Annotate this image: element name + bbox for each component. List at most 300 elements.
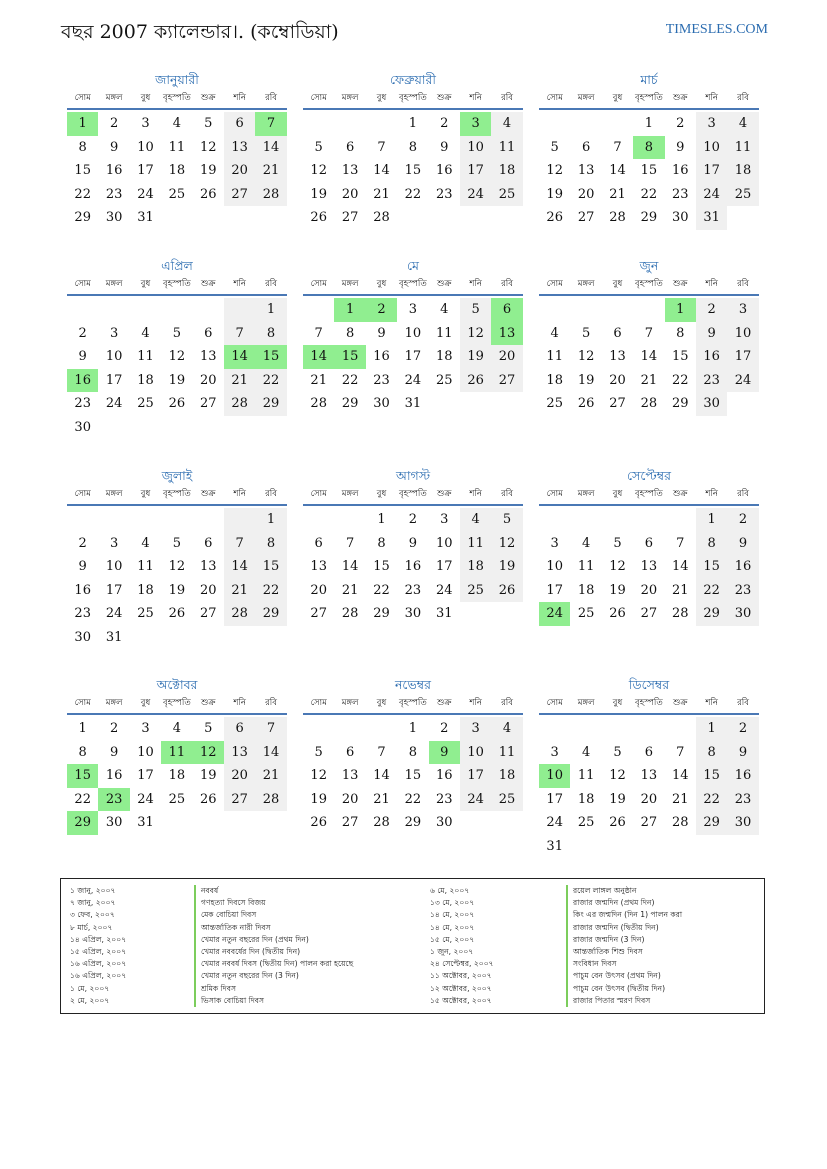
calendar-day: 14 xyxy=(373,768,390,784)
calendar-day: 17 xyxy=(404,349,422,365)
calendar-day: 8 xyxy=(345,325,355,341)
calendar-day: 23 xyxy=(671,186,689,202)
calendar-day: 21 xyxy=(255,159,286,183)
calendar-day-empty xyxy=(460,206,491,230)
calendar-day: 4 xyxy=(172,721,181,736)
month-calendar xyxy=(67,256,287,440)
calendar-day-empty xyxy=(727,206,758,230)
calendar-day: 1 xyxy=(408,116,417,131)
calendar-day: 19 xyxy=(168,372,186,388)
weekday-label: বুধ xyxy=(376,279,387,289)
calendar-day: 6 xyxy=(314,535,323,551)
weekday-label: শনি xyxy=(233,698,246,708)
holiday-date: ১৫ এপ্রিল, ২০০৭ xyxy=(70,946,127,956)
calendar-day: 16 xyxy=(373,349,390,365)
calendar-day: 3 xyxy=(460,112,491,136)
calendar-day: 23 xyxy=(373,372,390,388)
weekday-label: রবি xyxy=(265,279,277,289)
weekday-label: মঙ্গল xyxy=(577,698,595,708)
calendar-day: 25 xyxy=(460,579,491,603)
calendar-day: 6 xyxy=(224,717,255,741)
month-name: আগস্ট xyxy=(395,468,431,483)
calendar-day: 22 xyxy=(255,579,286,603)
calendar-day: 3 xyxy=(141,116,150,131)
weekday-label: শনি xyxy=(705,698,718,708)
day-grid xyxy=(539,298,759,416)
calendar-day-empty xyxy=(334,112,365,136)
calendar-day: 28 xyxy=(609,210,626,226)
calendar-day: 2 xyxy=(727,717,758,741)
calendar-day: 15 xyxy=(404,163,422,179)
weekday-label: শনি xyxy=(469,489,482,499)
calendar-day: 14 xyxy=(640,349,658,365)
calendar-day: 9 xyxy=(429,741,460,765)
calendar-day: 14 xyxy=(671,559,689,575)
calendar-day: 2 xyxy=(366,298,397,322)
calendar-day: 20 xyxy=(640,791,658,807)
calendar-day: 4 xyxy=(172,116,181,131)
calendar-day: 10 xyxy=(404,325,422,341)
calendar-day: 16 xyxy=(74,582,91,598)
calendar-day: 18 xyxy=(137,582,154,598)
calendar-day: 26 xyxy=(310,210,327,226)
holiday-dates-column-1 xyxy=(70,885,126,1007)
calendar-day: 14 xyxy=(609,163,626,179)
weekday-label: শনি xyxy=(233,279,246,289)
calendar-day: 22 xyxy=(696,788,727,812)
calendar-day: 27 xyxy=(341,815,359,831)
calendar-day: 16 xyxy=(671,163,689,179)
calendar-day: 6 xyxy=(345,744,355,760)
calendar-day: 29 xyxy=(74,210,91,226)
calendar-day: 15 xyxy=(671,349,689,365)
holiday-name: রয়েল লাঙ্গল অনুষ্ঠান xyxy=(566,885,682,897)
calendar-day-empty xyxy=(193,416,224,440)
holiday-date: ৬ মে, ২০০৭ xyxy=(430,886,470,895)
calendar-day: 27 xyxy=(199,606,217,622)
calendar-day: 2 xyxy=(696,298,727,322)
weekday-label: শুক্র xyxy=(673,489,688,499)
weekday-label: শুক্র xyxy=(201,93,216,103)
calendar-day: 1 xyxy=(408,721,417,736)
weekday-label: মঙ্গল xyxy=(105,489,123,499)
calendar-day: 8 xyxy=(255,322,286,346)
calendar-day: 25 xyxy=(137,606,154,622)
weekday-label: বুধ xyxy=(376,698,387,708)
calendar-day-empty xyxy=(303,112,334,136)
weekday-header xyxy=(67,276,287,296)
holiday-date: ১১ অক্টোবর, ২০০৭ xyxy=(430,971,492,981)
calendar-day-empty xyxy=(224,206,255,230)
calendar-day: 5 xyxy=(550,139,559,155)
calendar-day: 14 xyxy=(341,559,359,575)
calendar-day-empty xyxy=(193,298,224,322)
calendar-day: 28 xyxy=(310,396,327,412)
weekday-label: বুধ xyxy=(376,93,387,103)
calendar-day: 20 xyxy=(341,791,359,807)
month-name: অক্টোবর xyxy=(156,677,198,692)
calendar-day: 11 xyxy=(161,741,192,765)
month-calendar xyxy=(67,675,287,835)
calendar-day: 25 xyxy=(577,815,595,831)
calendar-day-empty xyxy=(224,508,255,532)
calendar-day: 7 xyxy=(377,744,386,760)
calendar-day: 13 xyxy=(199,349,217,365)
calendar-day: 24 xyxy=(460,183,491,207)
calendar-day: 18 xyxy=(137,372,154,388)
calendar-day-empty xyxy=(303,298,334,322)
calendar-day: 24 xyxy=(435,582,453,598)
calendar-day-empty xyxy=(602,298,633,322)
calendar-day: 20 xyxy=(199,582,217,598)
calendar-day: 5 xyxy=(314,744,323,760)
calendar-day: 5 xyxy=(204,721,213,736)
weekday-label: বৃহস্পতি xyxy=(634,698,663,708)
calendar-day: 17 xyxy=(105,582,123,598)
holiday-name: রাজার জন্মদিন (প্রথম দিন) xyxy=(566,897,682,909)
weekday-label: বৃহস্পতি xyxy=(162,279,191,289)
calendar-day: 25 xyxy=(577,606,595,622)
calendar-day: 29 xyxy=(341,396,359,412)
holiday-name: পাচুম বেন উৎসব (প্রথম দিন) xyxy=(566,970,682,982)
calendar-day: 23 xyxy=(74,606,91,622)
holiday-name: খেমার নববর্ষ দিবস (দ্বিতীয় দিন) পালন করা হয়েছে xyxy=(194,958,353,970)
calendar-day: 5 xyxy=(314,139,323,155)
calendar-day-empty xyxy=(665,835,696,859)
calendar-day: 11 xyxy=(727,136,758,160)
weekday-label: বৃহস্পতি xyxy=(162,93,191,103)
calendar-day: 25 xyxy=(137,396,154,412)
month-calendar xyxy=(539,70,759,230)
weekday-header xyxy=(67,90,287,110)
month-calendar xyxy=(303,256,523,416)
calendar-day-empty xyxy=(491,811,522,835)
calendar-day: 1 xyxy=(696,717,727,741)
holiday-list xyxy=(60,878,765,1014)
calendar-day: 20 xyxy=(640,582,658,598)
weekday-label: শনি xyxy=(469,698,482,708)
calendar-day: 30 xyxy=(373,396,390,412)
calendar-day-empty xyxy=(334,717,365,741)
calendar-day: 3 xyxy=(408,302,417,317)
calendar-day: 17 xyxy=(546,582,563,598)
calendar-day: 12 xyxy=(609,768,626,784)
calendar-day: 2 xyxy=(408,512,417,527)
month-calendar xyxy=(303,675,523,835)
calendar-day: 17 xyxy=(460,159,491,183)
weekday-label: শুক্র xyxy=(673,279,688,289)
calendar-day: 12 xyxy=(168,349,186,365)
calendar-day: 28 xyxy=(255,788,286,812)
day-grid xyxy=(303,298,523,416)
calendar-day: 12 xyxy=(546,163,563,179)
calendar-day: 11 xyxy=(435,325,453,341)
calendar-day: 29 xyxy=(404,815,422,831)
site-link[interactable]: TIMESLES.COM xyxy=(665,22,768,37)
weekday-label: সোম xyxy=(74,279,91,289)
month-calendar xyxy=(539,466,759,626)
calendar-day: 17 xyxy=(696,159,727,183)
calendar-day: 21 xyxy=(671,791,689,807)
calendar-day: 16 xyxy=(696,345,727,369)
calendar-day: 26 xyxy=(460,369,491,393)
calendar-day: 7 xyxy=(676,744,685,760)
calendar-day: 22 xyxy=(341,372,359,388)
calendar-day: 7 xyxy=(224,532,255,556)
weekday-label: বৃহস্পতি xyxy=(162,698,191,708)
calendar-day: 2 xyxy=(440,721,449,736)
day-grid xyxy=(539,508,759,626)
calendar-day: 24 xyxy=(546,815,563,831)
calendar-day: 20 xyxy=(199,372,217,388)
weekday-label: শনি xyxy=(705,93,718,103)
weekday-label: সোম xyxy=(310,698,327,708)
calendar-day: 27 xyxy=(640,606,658,622)
holiday-name: আন্তর্জাতিক নারী দিবস xyxy=(194,922,353,934)
calendar-day: 13 xyxy=(341,163,359,179)
calendar-day: 22 xyxy=(696,579,727,603)
calendar-day-empty xyxy=(98,508,129,532)
calendar-day: 8 xyxy=(408,744,417,760)
calendar-day: 25 xyxy=(546,396,563,412)
holiday-date: ১২ অক্টোবর, ২০০৭ xyxy=(430,983,492,993)
calendar-day: 19 xyxy=(460,345,491,369)
calendar-day: 13 xyxy=(491,322,522,346)
weekday-label: মঙ্গল xyxy=(341,698,359,708)
calendar-day: 24 xyxy=(137,186,154,202)
calendar-day: 3 xyxy=(696,112,727,136)
weekday-label: শনি xyxy=(233,93,246,103)
month-calendar xyxy=(303,70,523,230)
calendar-day: 22 xyxy=(404,791,422,807)
weekday-label: মঙ্গল xyxy=(577,279,595,289)
calendar-day: 4 xyxy=(727,112,758,136)
calendar-day: 6 xyxy=(581,139,591,155)
calendar-day: 16 xyxy=(67,369,98,393)
calendar-day-empty xyxy=(193,508,224,532)
calendar-day: 27 xyxy=(224,183,255,207)
weekday-label: সোম xyxy=(546,93,563,103)
calendar-day-empty xyxy=(67,298,98,322)
holiday-name: শ্রমিক দিবস xyxy=(194,983,353,995)
calendar-day: 13 xyxy=(199,559,217,575)
calendar-day: 9 xyxy=(377,325,386,341)
calendar-day: 11 xyxy=(491,741,522,765)
weekday-label: বৃহস্পতি xyxy=(398,698,427,708)
weekday-label: সোম xyxy=(310,93,327,103)
holiday-name: রাজার পিতার স্মরণ দিবস xyxy=(566,995,682,1007)
calendar-day-empty xyxy=(366,717,397,741)
calendar-day: 18 xyxy=(546,372,563,388)
calendar-day-empty xyxy=(303,717,334,741)
calendar-day: 5 xyxy=(204,116,213,131)
calendar-day: 14 xyxy=(671,768,689,784)
calendar-day: 21 xyxy=(255,764,286,788)
calendar-day: 6 xyxy=(644,744,653,760)
weekday-label: রবি xyxy=(501,489,513,499)
calendar-day: 4 xyxy=(440,302,449,317)
weekday-label: সোম xyxy=(310,489,327,499)
calendar-day: 21 xyxy=(609,186,626,202)
holiday-date: ১ জানু, ২০০৭ xyxy=(70,886,116,895)
calendar-day: 10 xyxy=(137,139,154,155)
weekday-label: শুক্র xyxy=(201,279,216,289)
weekday-label: সোম xyxy=(74,489,91,499)
weekday-label: বৃহস্পতি xyxy=(398,489,427,499)
weekday-label: শুক্র xyxy=(437,489,452,499)
calendar-day: 22 xyxy=(640,186,658,202)
calendar-day-empty xyxy=(491,206,522,230)
holiday-date: ৩ ফেব, ২০০৭ xyxy=(70,910,115,920)
calendar-day-empty xyxy=(602,112,633,136)
holiday-date: ১৬ এপ্রিল, ২০০৭ xyxy=(70,959,127,969)
calendar-day: 25 xyxy=(491,788,522,812)
calendar-day: 31 xyxy=(137,210,154,226)
calendar-day: 17 xyxy=(727,345,758,369)
calendar-day: 15 xyxy=(640,163,658,179)
calendar-day: 3 xyxy=(440,512,449,527)
page-title: বছর 2007 ক্যালেন্ডার।. (কম্বোডিয়া) xyxy=(61,21,339,43)
calendar-day: 28 xyxy=(255,183,286,207)
calendar-day-empty xyxy=(727,835,758,859)
calendar-day-empty xyxy=(255,416,286,440)
calendar-day: 26 xyxy=(199,186,217,202)
calendar-day: 27 xyxy=(199,396,217,412)
calendar-day: 30 xyxy=(671,210,689,226)
calendar-day: 2 xyxy=(109,116,119,131)
calendar-day-empty xyxy=(130,508,161,532)
holiday-date: ১৩ মে, ২০০৭ xyxy=(430,898,475,908)
calendar-day: 2 xyxy=(109,721,119,736)
calendar-day: 17 xyxy=(137,163,154,179)
weekday-label: রবি xyxy=(737,489,749,499)
calendar-day: 18 xyxy=(460,555,491,579)
calendar-day: 1 xyxy=(665,298,696,322)
calendar-day: 22 xyxy=(255,369,286,393)
weekday-header xyxy=(67,695,287,715)
month-name: ফেব্রুয়ারী xyxy=(389,72,437,87)
calendar-day: 2 xyxy=(78,325,87,341)
calendar-day: 27 xyxy=(310,606,327,622)
calendar-day: 15 xyxy=(255,345,286,369)
calendar-day: 7 xyxy=(255,112,286,136)
calendar-day: 25 xyxy=(435,372,453,388)
calendar-day-empty xyxy=(161,811,192,835)
weekday-label: বৃহস্পতি xyxy=(398,93,427,103)
calendar-day: 22 xyxy=(74,791,91,807)
calendar-day: 10 xyxy=(727,322,758,346)
calendar-day: 9 xyxy=(109,744,119,760)
calendar-day: 24 xyxy=(539,602,570,626)
calendar-day: 9 xyxy=(676,139,685,155)
calendar-day-empty xyxy=(98,298,129,322)
calendar-day: 5 xyxy=(581,325,591,341)
calendar-day: 13 xyxy=(224,136,255,160)
weekday-label: বুধ xyxy=(140,698,151,708)
calendar-day: 28 xyxy=(224,392,255,416)
weekday-header xyxy=(539,486,759,506)
holiday-name: ভিসাক বোচিয়া দিবস xyxy=(194,995,353,1007)
weekday-header xyxy=(539,90,759,110)
calendar-day: 1 xyxy=(78,721,87,736)
calendar-day: 28 xyxy=(671,606,689,622)
calendar-day: 19 xyxy=(168,582,186,598)
calendar-day-empty xyxy=(539,298,570,322)
calendar-day: 7 xyxy=(255,717,286,741)
calendar-day-empty xyxy=(67,508,98,532)
day-grid xyxy=(539,717,759,859)
calendar-day: 28 xyxy=(373,210,390,226)
calendar-day: 16 xyxy=(105,768,123,784)
calendar-day: 4 xyxy=(581,535,591,551)
calendar-day: 6 xyxy=(224,112,255,136)
month-name: মে xyxy=(406,258,419,273)
calendar-day: 22 xyxy=(74,186,91,202)
calendar-day: 17 xyxy=(105,372,123,388)
weekday-label: মঙ্গল xyxy=(577,489,595,499)
calendar-day: 16 xyxy=(435,768,453,784)
weekday-label: রবি xyxy=(501,279,513,289)
weekday-label: বৃহস্পতি xyxy=(162,489,191,499)
month-calendar xyxy=(539,256,759,416)
calendar-day: 21 xyxy=(224,369,255,393)
weekday-label: রবি xyxy=(501,93,513,103)
weekday-label: বুধ xyxy=(612,279,623,289)
holiday-name: রাজার জন্মদিন (3 দিন) xyxy=(566,934,682,946)
calendar-day: 14 xyxy=(224,345,255,369)
calendar-day: 16 xyxy=(404,559,422,575)
calendar-day: 7 xyxy=(613,139,622,155)
weekday-label: সোম xyxy=(74,698,91,708)
holiday-date: ১৫ মে, ২০০৭ xyxy=(430,934,475,944)
holiday-name: গণহত্যা দিবসে বিজয় xyxy=(194,897,353,909)
calendar-day-empty xyxy=(255,206,286,230)
weekday-label: বৃহস্পতি xyxy=(634,279,663,289)
calendar-day: 28 xyxy=(671,815,689,831)
calendar-day: 7 xyxy=(377,139,386,155)
calendar-day: 31 xyxy=(105,629,123,645)
calendar-day: 13 xyxy=(640,559,658,575)
calendar-day: 8 xyxy=(408,139,417,155)
calendar-day: 22 xyxy=(671,372,689,388)
calendar-day: 13 xyxy=(341,768,359,784)
calendar-day: 23 xyxy=(98,788,129,812)
weekday-label: শনি xyxy=(469,279,482,289)
weekday-label: রবি xyxy=(737,279,749,289)
calendar-day: 21 xyxy=(373,186,390,202)
calendar-day-empty xyxy=(193,626,224,650)
calendar-day: 27 xyxy=(609,396,626,412)
calendar-day: 19 xyxy=(491,555,522,579)
calendar-day: 31 xyxy=(435,606,453,622)
calendar-day: 23 xyxy=(435,791,453,807)
weekday-label: রবি xyxy=(737,93,749,103)
weekday-label: সোম xyxy=(74,93,91,103)
holiday-name: পাচুম বেন উৎসব (দ্বিতীয় দিন) xyxy=(566,983,682,995)
calendar-day: 19 xyxy=(199,768,217,784)
calendar-day: 23 xyxy=(105,186,123,202)
weekday-header xyxy=(303,486,523,506)
calendar-day: 19 xyxy=(577,372,595,388)
calendar-day: 18 xyxy=(491,159,522,183)
calendar-day-empty xyxy=(491,602,522,626)
calendar-day: 29 xyxy=(67,811,98,835)
calendar-day: 1 xyxy=(67,112,98,136)
calendar-day: 24 xyxy=(696,183,727,207)
holiday-dates-column-2 xyxy=(430,885,494,1007)
calendar-day: 1 xyxy=(334,298,365,322)
day-grid xyxy=(67,298,287,440)
